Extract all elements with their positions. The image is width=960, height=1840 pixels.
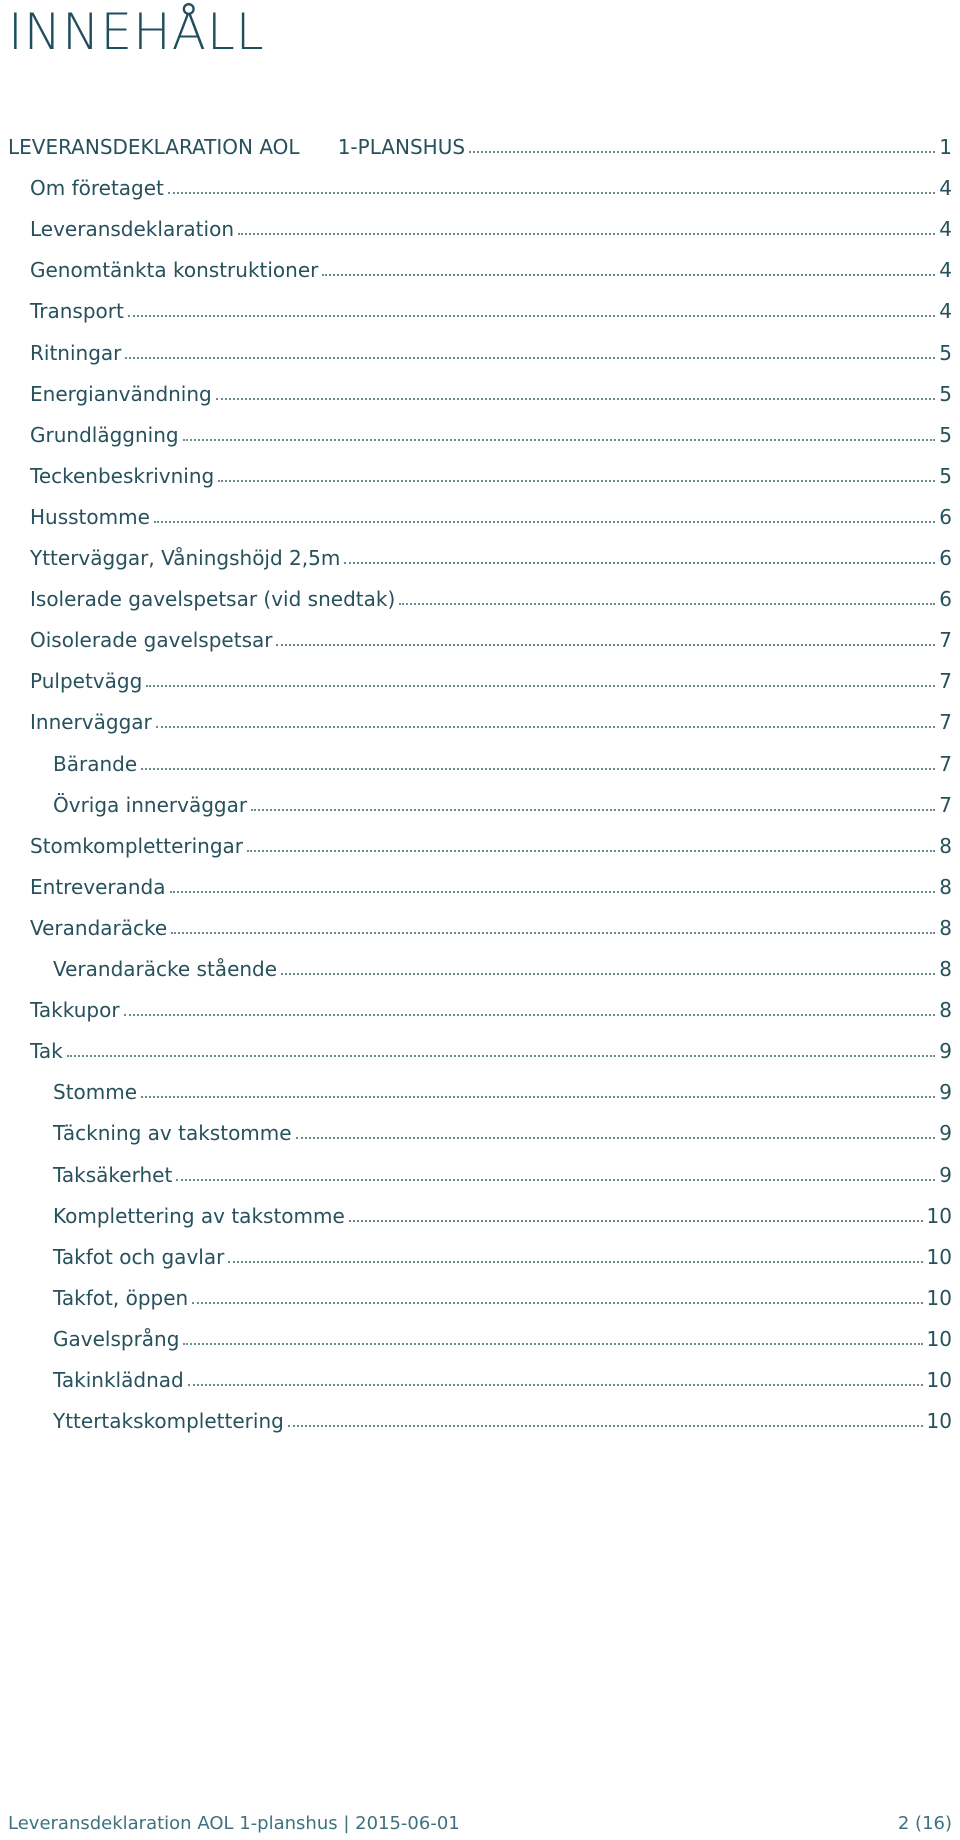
- toc-entry[interactable]: [0, 1271, 960, 1311]
- toc-entry[interactable]: [0, 1148, 960, 1188]
- toc-entry[interactable]: [0, 819, 960, 859]
- toc-entry[interactable]: [0, 202, 960, 242]
- toc-entry[interactable]: [0, 1106, 960, 1146]
- toc-entry[interactable]: [0, 326, 960, 366]
- toc-entry-label: Entreveranda: [30, 874, 166, 899]
- toc-entry-label: Takfot, öppen: [53, 1285, 189, 1310]
- toc-dot-leader: [124, 1013, 936, 1016]
- toc-dot-leader: [183, 438, 936, 441]
- toc-dot-leader: [188, 1383, 923, 1386]
- toc-entry[interactable]: [0, 1353, 960, 1393]
- footer-page-number: 2 (16): [897, 1813, 952, 1834]
- page-title: INNEHÅLL: [8, 3, 265, 61]
- toc-dot-leader: [216, 397, 936, 400]
- toc-entry-label: Husstomme: [30, 504, 150, 529]
- toc-dot-leader: [238, 232, 935, 235]
- toc-entry-label: Tak: [30, 1039, 63, 1064]
- toc-entry[interactable]: [0, 367, 960, 407]
- toc-entry-page-number: 7: [939, 710, 952, 735]
- toc-entry-page-number: 9: [939, 1162, 952, 1187]
- toc-dot-leader: [251, 808, 935, 811]
- toc-entry[interactable]: [0, 120, 960, 160]
- toc-entry-page-number: 5: [939, 422, 952, 447]
- toc-entry-page-number: 4: [939, 217, 952, 242]
- toc-entry[interactable]: [0, 1065, 960, 1105]
- toc-dot-leader: [125, 356, 935, 359]
- toc-entry-label: Verandaräcke: [30, 915, 168, 940]
- toc-dot-leader: [344, 561, 935, 564]
- toc-entry-page-number: 6: [939, 587, 952, 612]
- toc-dot-leader: [141, 1095, 935, 1098]
- toc-entry[interactable]: [0, 1230, 960, 1270]
- toc-entry-label: Oisolerade gavelspetsar: [30, 628, 273, 653]
- toc-entry-page-number: 9: [939, 1039, 952, 1064]
- toc-dot-leader: [67, 1054, 936, 1057]
- toc-entry-label: Grundläggning: [30, 422, 179, 447]
- toc-entry[interactable]: [0, 737, 960, 777]
- footer-document-info: Leveransdeklaration AOL 1-planshus | 2015-06-01: [8, 1813, 460, 1834]
- toc-entry[interactable]: [0, 572, 960, 612]
- toc-entry-label: Ytterväggar, Våningshöjd 2,5m: [30, 546, 341, 570]
- toc-entry-page-number: 8: [939, 957, 952, 981]
- page-footer: [8, 1812, 952, 1836]
- toc-dot-leader: [128, 314, 935, 317]
- toc-entry-page-number: 5: [939, 340, 952, 365]
- toc-entry-page-number: 8: [939, 998, 952, 1023]
- toc-entry-label: Övriga innerväggar: [53, 792, 248, 817]
- toc-entry-page-number: 10: [926, 1409, 952, 1434]
- toc-entry-label: Stomkompletteringar: [30, 833, 244, 858]
- toc-entry-page-number: 5: [939, 463, 952, 488]
- toc-entry[interactable]: [0, 860, 960, 900]
- toc-entry-page-number: 8: [939, 833, 952, 858]
- toc-dot-leader: [168, 191, 935, 194]
- toc-dot-leader: [171, 931, 935, 934]
- toc-entry[interactable]: [0, 161, 960, 201]
- toc-dot-leader: [154, 520, 935, 523]
- toc-entry-page-number: 8: [939, 915, 952, 940]
- toc-entry-page-number: 9: [939, 1121, 952, 1146]
- toc-entry-label: Gavelsprång: [53, 1326, 180, 1351]
- toc-dot-leader: [281, 972, 935, 975]
- toc-entry[interactable]: [0, 654, 960, 694]
- toc-entry-label: Yttertakskomplettering: [53, 1409, 284, 1434]
- toc-dot-leader: [349, 1219, 923, 1222]
- toc-dot-leader: [228, 1260, 922, 1263]
- toc-dot-leader: [183, 1342, 922, 1345]
- toc-entry-page-number: 5: [939, 381, 952, 406]
- toc-dot-leader: [399, 602, 935, 605]
- toc-entry-label: Leveransdeklaration: [30, 217, 234, 242]
- toc-entry[interactable]: [0, 1024, 960, 1064]
- toc-entry-label: Komplettering av takstomme: [53, 1203, 345, 1228]
- toc-entry-label: Verandaräcke stående: [53, 957, 278, 981]
- toc-entry[interactable]: [0, 983, 960, 1023]
- toc-entry-label: Taksäkerhet: [53, 1162, 173, 1187]
- toc-entry-label: Bärande: [53, 751, 138, 776]
- toc-entry-label: Stomme: [53, 1080, 138, 1105]
- toc-entry-page-number: 6: [939, 546, 952, 570]
- toc-entry[interactable]: [0, 449, 960, 489]
- toc-entry-label: Isolerade gavelspetsar (vid snedtak): [30, 587, 396, 612]
- toc-dot-leader: [192, 1301, 922, 1304]
- toc-entry-page-number: 7: [939, 751, 952, 776]
- toc-entry-label: Takkupor: [30, 998, 120, 1023]
- toc-dot-leader: [141, 767, 935, 770]
- toc-dot-leader: [322, 273, 935, 276]
- toc-dot-leader: [296, 1136, 936, 1139]
- toc-entry[interactable]: [0, 243, 960, 283]
- toc-dot-leader: [288, 1424, 923, 1427]
- toc-entry[interactable]: [0, 531, 960, 571]
- toc-entry-page-number: 10: [926, 1326, 952, 1351]
- toc-entry-label: LEVERANSDEKLARATION AOL 1-PLANSHUS: [8, 135, 466, 159]
- toc-entry[interactable]: [0, 284, 960, 324]
- toc-dot-leader: [176, 1178, 935, 1181]
- toc-entry[interactable]: [0, 490, 960, 530]
- toc-entry-page-number: 10: [926, 1285, 952, 1310]
- toc-entry[interactable]: [0, 1189, 960, 1229]
- toc-entry-label: Takfot och gavlar: [53, 1244, 225, 1269]
- toc-entry[interactable]: [0, 613, 960, 653]
- toc-entry[interactable]: [0, 695, 960, 735]
- toc-dot-leader: [170, 890, 936, 893]
- toc-entry[interactable]: [0, 942, 960, 982]
- toc-entry[interactable]: [0, 408, 960, 448]
- toc-dot-leader: [146, 684, 935, 687]
- toc-entry-label: Genomtänkta konstruktioner: [30, 258, 319, 283]
- toc-entry-page-number: 4: [939, 299, 952, 324]
- toc-entry-page-number: 7: [939, 792, 952, 817]
- toc-entry-label: Täckning av takstomme: [53, 1121, 292, 1146]
- toc-entry-label: Transport: [30, 299, 124, 324]
- toc-entry-label: Innerväggar: [30, 710, 152, 735]
- toc-entry-page-number: 7: [939, 628, 952, 653]
- toc-entry-page-number: 10: [926, 1244, 952, 1269]
- toc-entry-label: Energianvändning: [30, 381, 212, 406]
- toc-entry-label: Teckenbeskrivning: [30, 463, 215, 488]
- toc-entry-page-number: 8: [939, 874, 952, 899]
- toc-entry-label: Om företaget: [30, 176, 164, 201]
- toc-entry-label: Ritningar: [30, 340, 122, 365]
- toc-entry[interactable]: [0, 1394, 960, 1434]
- toc-dot-leader: [156, 725, 936, 728]
- toc-entry-label: Takinklädnad: [53, 1368, 184, 1392]
- toc-entry-page-number: 1: [939, 135, 952, 159]
- toc-entry-label: Pulpetvägg: [30, 669, 143, 694]
- toc-entry-page-number: 7: [939, 669, 952, 694]
- toc-entry[interactable]: [0, 901, 960, 941]
- toc-dot-leader: [247, 849, 935, 852]
- toc-dot-leader: [218, 479, 935, 482]
- toc-entry[interactable]: [0, 778, 960, 818]
- toc-dot-leader: [276, 643, 935, 646]
- toc-entry-page-number: 4: [939, 176, 952, 201]
- toc-entry[interactable]: [0, 1312, 960, 1352]
- toc-dot-leader: [469, 150, 935, 153]
- toc-entry-page-number: 4: [939, 258, 952, 283]
- toc-entry-page-number: 10: [926, 1368, 952, 1392]
- toc-entry-page-number: 10: [926, 1203, 952, 1228]
- toc-entry-page-number: 9: [939, 1080, 952, 1105]
- toc-entry-page-number: 6: [939, 504, 952, 529]
